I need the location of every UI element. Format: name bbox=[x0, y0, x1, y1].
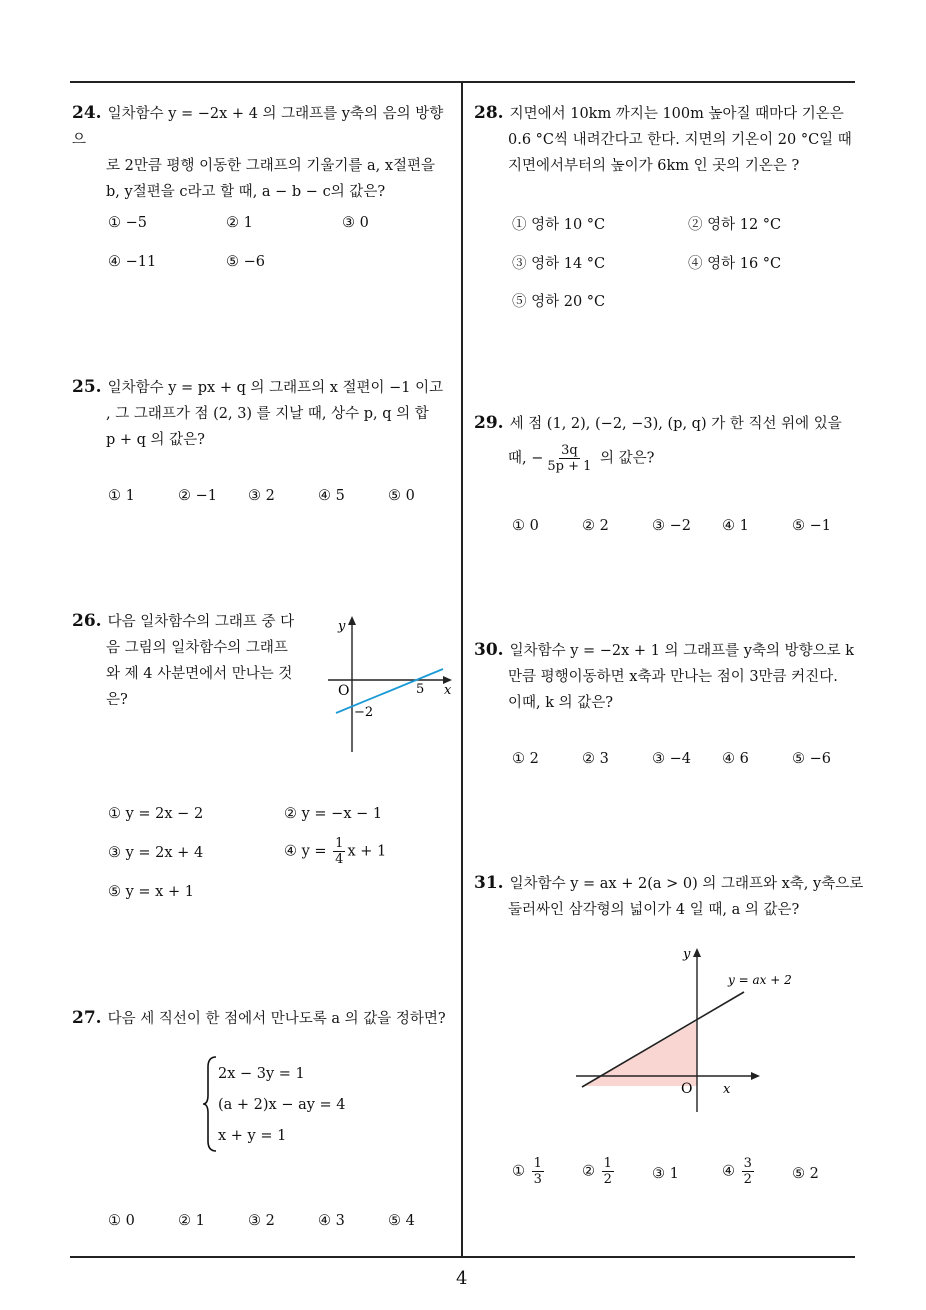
fraction-numerator: 3 bbox=[743, 1156, 752, 1171]
question-text-line: 다음 세 직선이 한 점에서 만나도록 a 의 값을 정하면? bbox=[107, 1011, 446, 1027]
option-5[interactable]: ⑤ y = x + 1 bbox=[108, 884, 194, 900]
option-prefix: ① bbox=[512, 1163, 525, 1180]
option-suffix: x + 1 bbox=[347, 843, 387, 860]
option-1[interactable] bbox=[512, 1156, 546, 1187]
option-2[interactable]: ② 3 bbox=[582, 751, 609, 767]
option-4[interactable]: ④ 5 bbox=[318, 488, 345, 504]
option-4[interactable] bbox=[722, 1156, 756, 1187]
x-axis-label: x bbox=[723, 1082, 731, 1097]
option-5[interactable]: ⑤ 2 bbox=[792, 1166, 819, 1182]
question-27 bbox=[72, 1005, 460, 1032]
question-24 bbox=[72, 100, 457, 205]
x-axis-arrow bbox=[751, 1072, 760, 1080]
option-2[interactable]: ② y = −x − 1 bbox=[284, 806, 383, 822]
option-3[interactable]: ③ −2 bbox=[652, 518, 691, 534]
option-3[interactable]: ③ −4 bbox=[652, 751, 691, 767]
question-text-line: 일차함수 y = −2x + 1 의 그래프를 y축의 방향으로 k bbox=[509, 643, 855, 659]
option-1[interactable]: ① 0 bbox=[512, 518, 539, 534]
option-1[interactable]: ① −5 bbox=[108, 215, 147, 231]
question-text-line: 일차함수 y = ax + 2(a > 0) 의 그래프와 x축, y축으로 bbox=[509, 876, 864, 892]
fraction bbox=[602, 1156, 614, 1187]
fraction-denominator: 5p + 1 bbox=[547, 459, 592, 474]
text-suffix: 의 값은? bbox=[600, 450, 655, 467]
question-text-line: 0.6 °C씩 내려간다고 한다. 지면의 기온이 20 °C일 때 bbox=[508, 132, 852, 148]
option-4[interactable]: ④ 1 bbox=[722, 518, 749, 534]
option-3[interactable]: ③ 1 bbox=[652, 1166, 679, 1182]
option-4[interactable]: ④ 6 bbox=[722, 751, 749, 767]
fraction bbox=[333, 836, 345, 867]
question-text-line: 일차함수 y = px + q 의 그래프의 x 절편이 −1 이고 bbox=[107, 380, 444, 396]
x-intercept-label: 5 bbox=[416, 682, 425, 697]
y-axis-arrow bbox=[348, 616, 356, 625]
y-intercept-label: −2 bbox=[354, 705, 374, 720]
y-axis-label: y bbox=[683, 947, 691, 962]
option-1[interactable]: ① 영하 10 °C bbox=[512, 217, 606, 233]
option-3[interactable]: ③ 2 bbox=[248, 1213, 275, 1229]
option-1[interactable]: ① 0 bbox=[108, 1213, 135, 1229]
q31-graph bbox=[570, 940, 810, 1120]
option-5[interactable]: ⑤ 0 bbox=[388, 488, 415, 504]
option-1[interactable]: ① 2 bbox=[512, 751, 539, 767]
question-29 bbox=[474, 410, 864, 474]
question-text-line: 다음 일차함수의 그래프 중 다 bbox=[107, 614, 295, 630]
question-26 bbox=[72, 608, 312, 713]
question-text-line: 만큼 평행이동하면 x축과 만나는 점이 3만큼 커진다. bbox=[508, 669, 838, 685]
fraction bbox=[532, 1156, 544, 1187]
question-text-line: , 그 그래프가 점 (2, 3) 를 지날 때, 상수 p, q 의 합 bbox=[106, 406, 429, 422]
option-4[interactable] bbox=[284, 836, 386, 867]
option-3[interactable]: ③ y = 2x + 4 bbox=[108, 845, 204, 861]
question-text-line: 로 2만큼 평행 이동한 그래프의 기울기를 a, x절편을 bbox=[106, 158, 436, 174]
option-2[interactable]: ② 2 bbox=[582, 518, 609, 534]
page-number: 4 bbox=[456, 1268, 468, 1289]
fraction-numerator: 1 bbox=[335, 836, 344, 851]
question-number: 28. bbox=[474, 103, 504, 123]
option-5[interactable]: ⑤ −6 bbox=[792, 751, 831, 767]
question-text-line: 이때, k 의 값은? bbox=[508, 695, 614, 711]
option-prefix: ④ bbox=[722, 1163, 735, 1180]
option-1[interactable]: ① 1 bbox=[108, 488, 135, 504]
text-prefix: 때, − bbox=[508, 450, 544, 467]
fraction-numerator: 3q bbox=[561, 443, 578, 458]
option-2[interactable] bbox=[582, 1156, 616, 1187]
fraction-numerator: 1 bbox=[603, 1156, 612, 1171]
question-text-line: 둘러싸인 삼각형의 넓이가 4 일 때, a 의 값은? bbox=[508, 902, 800, 918]
origin-label: O bbox=[681, 1081, 693, 1097]
question-number: 27. bbox=[72, 1008, 102, 1028]
system-brace bbox=[202, 1055, 218, 1153]
fraction-denominator: 3 bbox=[533, 1172, 542, 1187]
question-25 bbox=[72, 374, 457, 453]
question-text-line: 세 점 (1, 2), (−2, −3), (p, q) 가 한 직선 위에 있을 bbox=[509, 416, 842, 432]
question-text-line bbox=[474, 443, 864, 474]
question-28 bbox=[474, 100, 864, 179]
x-axis-label: x bbox=[444, 683, 452, 698]
question-31 bbox=[474, 870, 864, 923]
origin-label: O bbox=[338, 683, 350, 699]
fraction-denominator: 2 bbox=[743, 1172, 752, 1187]
fraction-numerator: 1 bbox=[533, 1156, 542, 1171]
question-text-line: 와 제 4 사분면에서 만나는 것 bbox=[106, 666, 293, 682]
question-text-line: 은? bbox=[106, 692, 128, 708]
question-text-line: p + q 의 값은? bbox=[106, 432, 205, 448]
option-2[interactable]: ② 1 bbox=[178, 1213, 205, 1229]
q26-graph bbox=[320, 612, 460, 762]
option-4[interactable]: ④ 3 bbox=[318, 1213, 345, 1229]
question-number: 26. bbox=[72, 611, 102, 631]
option-2[interactable]: ② 영하 12 °C bbox=[688, 217, 782, 233]
fraction bbox=[545, 443, 593, 474]
system-equation-1: 2x − 3y = 1 bbox=[218, 1066, 305, 1082]
option-5[interactable]: ⑤ 영하 20 °C bbox=[512, 294, 606, 310]
question-text-line: 일차함수 y = −2x + 4 의 그래프를 y축의 음의 방향으 bbox=[72, 106, 444, 148]
option-2[interactable]: ② −1 bbox=[178, 488, 217, 504]
question-text-line: b, y절편을 c라고 할 때, a − b − c의 값은? bbox=[106, 184, 386, 200]
option-prefix: ④ y = bbox=[284, 843, 327, 860]
question-number: 29. bbox=[474, 413, 504, 433]
question-number: 24. bbox=[72, 103, 102, 123]
option-2[interactable]: ② 1 bbox=[226, 215, 253, 231]
column-divider bbox=[461, 82, 463, 1257]
option-3[interactable]: ③ 0 bbox=[342, 215, 369, 231]
question-text-line: 지면에서부터의 높이가 6km 인 곳의 기온은 ? bbox=[508, 158, 800, 174]
fraction-denominator: 4 bbox=[335, 852, 344, 867]
option-5[interactable]: ⑤ 4 bbox=[388, 1213, 415, 1229]
system-equation-2: (a + 2)x − ay = 4 bbox=[218, 1097, 346, 1113]
option-3[interactable]: ③ 2 bbox=[248, 488, 275, 504]
option-5[interactable]: ⑤ −6 bbox=[226, 254, 265, 270]
question-text-line: 지면에서 10km 까지는 100m 높아질 때마다 기온은 bbox=[509, 106, 844, 122]
fraction-denominator: 2 bbox=[603, 1172, 612, 1187]
option-4[interactable]: ④ −11 bbox=[108, 254, 157, 270]
y-axis-label: y bbox=[338, 619, 346, 634]
option-1[interactable]: ① y = 2x − 2 bbox=[108, 806, 204, 822]
y-axis-arrow bbox=[693, 948, 701, 957]
option-3[interactable]: ③ 영하 14 °C bbox=[512, 256, 606, 272]
option-prefix: ② bbox=[582, 1163, 595, 1180]
question-number: 31. bbox=[474, 873, 504, 893]
question-number: 30. bbox=[474, 640, 504, 660]
line-label: y = ax + 2 bbox=[728, 973, 792, 987]
option-5[interactable]: ⑤ −1 bbox=[792, 518, 831, 534]
question-30 bbox=[474, 637, 864, 716]
option-4[interactable]: ④ 영하 16 °C bbox=[688, 256, 782, 272]
question-number: 25. bbox=[72, 377, 102, 397]
question-text-line: 음 그림의 일차함수의 그래프 bbox=[106, 640, 288, 656]
fraction bbox=[742, 1156, 754, 1187]
system-equation-3: x + y = 1 bbox=[218, 1128, 287, 1144]
